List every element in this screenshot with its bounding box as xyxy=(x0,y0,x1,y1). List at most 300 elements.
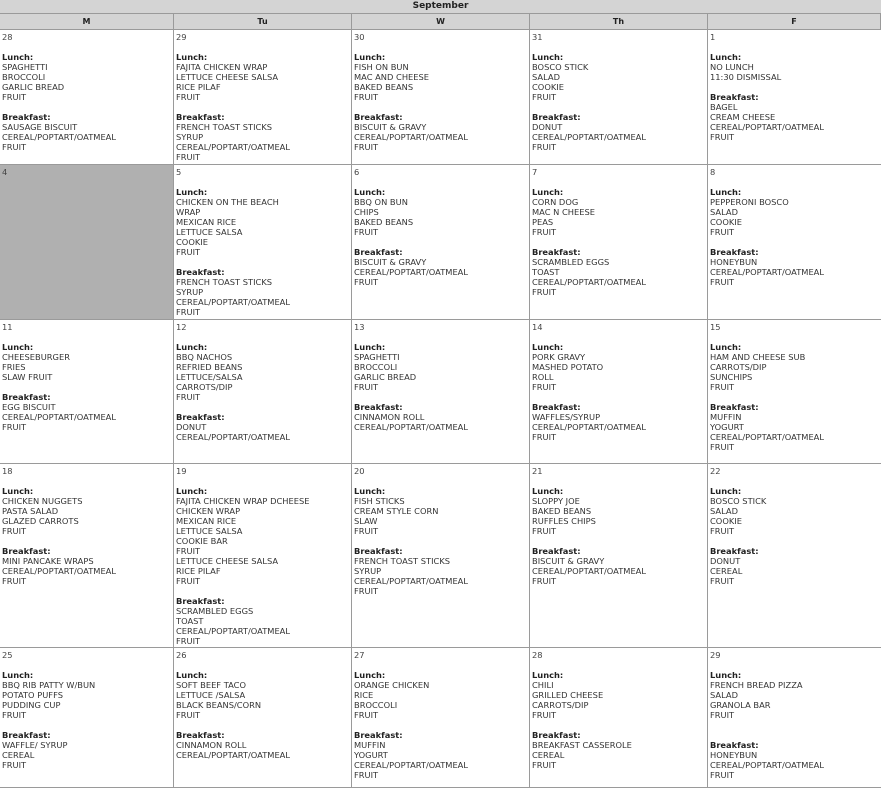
lunch-item: BBQ ON BUN xyxy=(354,197,408,207)
breakfast-label: Breakfast: xyxy=(532,402,581,412)
breakfast-label: Breakfast: xyxy=(176,412,225,422)
breakfast-label: Breakfast: xyxy=(2,112,51,122)
breakfast-item: CREAM CHEESE xyxy=(710,112,776,122)
lunch-item: BBQ NACHOS xyxy=(176,352,233,362)
week-row xyxy=(0,464,881,648)
lunch-item: FRUIT xyxy=(176,576,201,586)
lunch-label: Lunch: xyxy=(710,52,742,62)
day-number: 12 xyxy=(176,322,187,332)
lunch-item: HAM AND CHEESE SUB xyxy=(710,352,806,362)
day-number: 25 xyxy=(2,650,13,660)
lunch-item: BROCCOLI xyxy=(2,72,46,82)
day-cell[interactable] xyxy=(352,464,530,647)
breakfast-item: DONUT xyxy=(532,122,563,132)
day-cell[interactable] xyxy=(352,648,530,787)
breakfast-item: FRUIT xyxy=(532,432,557,442)
lunch-item: PUDDING CUP xyxy=(2,700,61,710)
spacer xyxy=(710,720,879,740)
lunch-item: GLAZED CARROTS xyxy=(2,516,79,526)
week-row xyxy=(0,165,881,320)
breakfast-item: CEREAL/POPTART/OATMEAL xyxy=(710,122,824,132)
lunch-item: CARROTS/DIP xyxy=(532,700,589,710)
spacer xyxy=(710,536,879,546)
day-cell[interactable] xyxy=(708,464,881,647)
breakfast-item: SYRUP xyxy=(176,287,204,297)
spacer xyxy=(532,720,705,730)
lunch-item: BOSCO STICK xyxy=(710,496,767,506)
lunch-item: CHEESEBURGER xyxy=(2,352,70,362)
breakfast-item: BISCUIT & GRAVY xyxy=(354,122,427,132)
lunch-label: Lunch: xyxy=(2,670,34,680)
day-cell[interactable] xyxy=(352,320,530,463)
day-cell[interactable] xyxy=(530,320,708,463)
lunch-item: FRIES xyxy=(2,362,26,372)
day-header: F xyxy=(708,14,881,29)
breakfast-item: SCRAMBLED EGGS xyxy=(176,606,254,616)
day-header: Tu xyxy=(174,14,352,29)
lunch-item: COOKIE xyxy=(710,217,742,227)
lunch-item: FRUIT xyxy=(532,382,557,392)
lunch-item: FRUIT xyxy=(176,247,201,257)
lunch-item: MEXICAN RICE xyxy=(176,516,237,526)
breakfast-item: CINNAMON ROLL xyxy=(176,740,247,750)
lunch-label: Lunch: xyxy=(176,52,208,62)
lunch-item: SLAW xyxy=(354,516,378,526)
lunch-item: FRUIT xyxy=(176,392,201,402)
lunch-item: GARLIC BREAD xyxy=(354,372,417,382)
breakfast-label: Breakfast: xyxy=(354,247,403,257)
lunch-item: RICE PILAF xyxy=(176,566,221,576)
lunch-item: WRAP xyxy=(176,207,201,217)
day-cell[interactable] xyxy=(708,30,881,164)
calendar-weeks xyxy=(0,30,881,788)
day-number: 29 xyxy=(176,32,187,42)
lunch-item: SALAD xyxy=(710,506,738,516)
day-number: 1 xyxy=(710,32,716,42)
lunch-item: LETTUCE SALSA xyxy=(176,526,243,536)
breakfast-label: Breakfast: xyxy=(532,730,581,740)
lunch-item: FISH STICKS xyxy=(354,496,405,506)
lunch-item: SALAD xyxy=(532,72,560,82)
breakfast-item: CEREAL/POPTART/OATMEAL xyxy=(176,750,290,760)
breakfast-item: FRUIT xyxy=(710,576,735,586)
day-cell[interactable] xyxy=(530,165,708,319)
lunch-item: FRUIT xyxy=(354,526,379,536)
lunch-item: SPAGHETTI xyxy=(354,352,400,362)
lunch-item: ORANGE CHICKEN xyxy=(354,680,430,690)
day-number: 7 xyxy=(532,167,538,177)
breakfast-item: FRUIT xyxy=(176,636,201,646)
lunch-item: LETTUCE CHEESE SALSA xyxy=(176,556,279,566)
day-number: 30 xyxy=(354,32,365,42)
breakfast-item: TOAST xyxy=(176,616,204,626)
breakfast-item: WAFFLE/ SYRUP xyxy=(2,740,68,750)
breakfast-item: CEREAL/POPTART/OATMEAL xyxy=(532,132,646,142)
breakfast-label: Breakfast: xyxy=(176,267,225,277)
breakfast-item: FRUIT xyxy=(532,142,557,152)
lunch-item: PEPPERONI BOSCO xyxy=(710,197,789,207)
breakfast-item: FRUIT xyxy=(532,287,557,297)
breakfast-label: Breakfast: xyxy=(354,402,403,412)
lunch-item: PORK GRAVY xyxy=(532,352,586,362)
breakfast-item: CEREAL/POPTART/OATMEAL xyxy=(176,626,290,636)
breakfast-item: CEREAL/POPTART/OATMEAL xyxy=(354,422,468,432)
lunch-item: FRUIT xyxy=(2,710,27,720)
lunch-item: GRILLED CHEESE xyxy=(532,690,604,700)
breakfast-label: Breakfast: xyxy=(532,247,581,257)
lunch-item: COOKIE xyxy=(532,82,564,92)
lunch-label: Lunch: xyxy=(710,342,742,352)
breakfast-item: CEREAL/POPTART/OATMEAL xyxy=(2,412,116,422)
week-row xyxy=(0,320,881,464)
lunch-item: CHICKEN NUGGETS xyxy=(2,496,83,506)
lunch-item: FRUIT xyxy=(354,382,379,392)
breakfast-label: Breakfast: xyxy=(2,546,51,556)
day-number: 28 xyxy=(532,650,543,660)
day-cell[interactable] xyxy=(530,648,708,787)
lunch-item: PEAS xyxy=(532,217,554,227)
day-number: 11 xyxy=(2,322,13,332)
breakfast-item: CEREAL/POPTART/OATMEAL xyxy=(354,576,468,586)
lunch-item: PASTA SALAD xyxy=(2,506,59,516)
lunch-item: SLAW FRUIT xyxy=(2,372,53,382)
breakfast-item: CEREAL/POPTART/OATMEAL xyxy=(532,566,646,576)
breakfast-item: BAGEL xyxy=(710,102,738,112)
lunch-item: CORN DOG xyxy=(532,197,579,207)
breakfast-item: SAUSAGE BISCUIT xyxy=(2,122,78,132)
breakfast-item: FRUIT xyxy=(176,307,201,317)
lunch-item: RICE PILAF xyxy=(176,82,221,92)
breakfast-item: SCRAMBLED EGGS xyxy=(532,257,610,267)
lunch-item: MAC N CHEESE xyxy=(532,207,595,217)
day-number: 8 xyxy=(710,167,716,177)
breakfast-item: CEREAL xyxy=(2,750,35,760)
spacer xyxy=(2,102,171,112)
breakfast-item: FRUIT xyxy=(2,760,27,770)
day-number: 4 xyxy=(2,167,8,177)
breakfast-item: BREAKFAST CASSEROLE xyxy=(532,740,632,750)
lunch-label: Lunch: xyxy=(176,670,208,680)
day-cell[interactable] xyxy=(0,648,174,787)
day-cell[interactable] xyxy=(174,320,352,463)
spacer xyxy=(532,392,705,402)
lunch-item: FRUIT xyxy=(2,92,27,102)
lunch-item: CHICKEN WRAP xyxy=(176,506,241,516)
lunch-item: ROLL xyxy=(532,372,554,382)
breakfast-item: HONEYBUN xyxy=(710,257,758,267)
lunch-item: 11:30 DISMISSAL xyxy=(710,72,782,82)
day-cell[interactable] xyxy=(174,648,352,787)
breakfast-item: YOGURT xyxy=(354,750,388,760)
breakfast-item: MUFFIN xyxy=(710,412,742,422)
breakfast-item: FRUIT xyxy=(710,770,735,780)
lunch-item: NO LUNCH xyxy=(710,62,754,72)
day-number: 18 xyxy=(2,466,13,476)
lunch-item: GARLIC BREAD xyxy=(2,82,65,92)
breakfast-item: WAFFLES/SYRUP xyxy=(532,412,601,422)
lunch-label: Lunch: xyxy=(176,342,208,352)
breakfast-item: FRUIT xyxy=(710,442,735,452)
breakfast-item: FRUIT xyxy=(710,132,735,142)
day-cell[interactable] xyxy=(530,464,708,647)
lunch-item: FAJITA CHICKEN WRAP xyxy=(176,62,268,72)
spacer xyxy=(2,720,171,730)
day-number: 28 xyxy=(2,32,13,42)
lunch-item: FAJITA CHICKEN WRAP DCHEESE xyxy=(176,496,310,506)
day-number: 15 xyxy=(710,322,721,332)
breakfast-item: MINI PANCAKE WRAPS xyxy=(2,556,94,566)
lunch-label: Lunch: xyxy=(532,52,564,62)
lunch-label: Lunch: xyxy=(2,342,34,352)
breakfast-label: Breakfast: xyxy=(710,402,759,412)
lunch-label: Lunch: xyxy=(532,342,564,352)
spacer xyxy=(176,402,349,412)
day-number: 19 xyxy=(176,466,187,476)
breakfast-item: CEREAL/POPTART/OATMEAL xyxy=(2,132,116,142)
breakfast-item: FRUIT xyxy=(532,576,557,586)
lunch-item: FRUIT xyxy=(532,710,557,720)
day-cell[interactable] xyxy=(530,30,708,164)
spacer xyxy=(710,82,879,92)
lunch-item: LETTUCE /SALSA xyxy=(176,690,246,700)
lunch-item: SLOPPY JOE xyxy=(532,496,580,506)
lunch-item: FRUIT xyxy=(710,710,735,720)
lunch-item: BAKED BEANS xyxy=(532,506,592,516)
lunch-item: BAKED BEANS xyxy=(354,217,414,227)
lunch-item: LETTUCE SALSA xyxy=(176,227,243,237)
breakfast-item: MUFFIN xyxy=(354,740,386,750)
breakfast-label: Breakfast: xyxy=(176,730,225,740)
breakfast-item: FRUIT xyxy=(710,277,735,287)
spacer xyxy=(532,536,705,546)
breakfast-item: DONUT xyxy=(176,422,207,432)
breakfast-item: FRENCH TOAST STICKS xyxy=(176,122,273,132)
lunch-item: MAC AND CHEESE xyxy=(354,72,430,82)
lunch-item: CHILI xyxy=(532,680,554,690)
breakfast-label: Breakfast: xyxy=(176,596,225,606)
lunch-item: FRUIT xyxy=(710,227,735,237)
lunch-item: BAKED BEANS xyxy=(354,82,414,92)
breakfast-label: Breakfast: xyxy=(532,546,581,556)
lunch-label: Lunch: xyxy=(354,486,386,496)
week-row xyxy=(0,30,881,165)
lunch-item: FRUIT xyxy=(710,526,735,536)
day-cell[interactable] xyxy=(174,30,352,164)
spacer xyxy=(532,102,705,112)
day-number: 14 xyxy=(532,322,543,332)
day-number: 20 xyxy=(354,466,365,476)
lunch-item: COOKIE BAR xyxy=(176,536,228,546)
lunch-item: FISH ON BUN xyxy=(354,62,409,72)
day-number: 21 xyxy=(532,466,543,476)
lunch-item: LETTUCE/SALSA xyxy=(176,372,243,382)
day-header-row xyxy=(0,13,881,30)
lunch-item: FRUIT xyxy=(176,710,201,720)
lunch-item: REFRIED BEANS xyxy=(176,362,243,372)
lunch-item: FRUIT xyxy=(710,382,735,392)
spacer xyxy=(710,237,879,247)
lunch-item: CHICKEN ON THE BEACH xyxy=(176,197,279,207)
week-row xyxy=(0,648,881,788)
day-number: 5 xyxy=(176,167,182,177)
lunch-item: BROCCOLI xyxy=(354,700,398,710)
breakfast-item: CEREAL/POPTART/OATMEAL xyxy=(354,267,468,277)
day-header: Th xyxy=(530,14,708,29)
day-cell[interactable] xyxy=(0,464,174,647)
breakfast-item: CEREAL/POPTART/OATMEAL xyxy=(710,760,824,770)
day-number: 13 xyxy=(354,322,365,332)
breakfast-item: CINNAMON ROLL xyxy=(354,412,425,422)
breakfast-label: Breakfast: xyxy=(710,247,759,257)
spacer xyxy=(176,586,349,596)
breakfast-label: Breakfast: xyxy=(354,730,403,740)
lunch-item: CARROTS/DIP xyxy=(176,382,233,392)
lunch-item: BROCCOLI xyxy=(354,362,398,372)
lunch-item: RUFFLES CHIPS xyxy=(532,516,596,526)
breakfast-label: Breakfast: xyxy=(354,112,403,122)
lunch-item: FRUIT xyxy=(532,227,557,237)
day-cell[interactable] xyxy=(174,464,352,647)
lunch-label: Lunch: xyxy=(710,187,742,197)
spacer xyxy=(2,536,171,546)
breakfast-item: CEREAL/POPTART/OATMEAL xyxy=(710,267,824,277)
lunch-label: Lunch: xyxy=(176,486,208,496)
spacer xyxy=(354,536,527,546)
day-number: 27 xyxy=(354,650,365,660)
breakfast-item: EGG BISCUIT xyxy=(2,402,56,412)
lunch-item: CHIPS xyxy=(354,207,379,217)
lunch-item: COOKIE xyxy=(710,516,742,526)
day-number: 31 xyxy=(532,32,543,42)
breakfast-item: TOAST xyxy=(532,267,560,277)
breakfast-item: FRENCH TOAST STICKS xyxy=(176,277,273,287)
lunch-label: Lunch: xyxy=(532,187,564,197)
day-cell[interactable] xyxy=(174,165,352,319)
breakfast-label: Breakfast: xyxy=(176,112,225,122)
lunch-item: BOSCO STICK xyxy=(532,62,589,72)
breakfast-label: Breakfast: xyxy=(710,546,759,556)
lunch-label: Lunch: xyxy=(2,486,34,496)
spacer xyxy=(176,257,349,267)
breakfast-item: HONEYBUN xyxy=(710,750,758,760)
lunch-label: Lunch: xyxy=(176,187,208,197)
breakfast-item: CEREAL/POPTART/OATMEAL xyxy=(176,432,290,442)
lunch-item: FRUIT xyxy=(354,92,379,102)
breakfast-item: SYRUP xyxy=(354,566,382,576)
lunch-item: FRUIT xyxy=(354,227,379,237)
breakfast-item: FRUIT xyxy=(354,586,379,596)
lunch-item: FRUIT xyxy=(354,710,379,720)
lunch-label: Lunch: xyxy=(532,670,564,680)
breakfast-item: CEREAL/POPTART/OATMEAL xyxy=(532,277,646,287)
breakfast-item: YOGURT xyxy=(710,422,744,432)
breakfast-item: BISCUIT & GRAVY xyxy=(532,556,605,566)
spacer xyxy=(176,102,349,112)
breakfast-label: Breakfast: xyxy=(2,730,51,740)
day-cell[interactable] xyxy=(708,648,881,787)
lunch-item: GRANOLA BAR xyxy=(710,700,771,710)
breakfast-item: DONUT xyxy=(710,556,741,566)
day-cell[interactable] xyxy=(0,165,174,319)
lunch-label: Lunch: xyxy=(710,486,742,496)
day-cell[interactable] xyxy=(0,320,174,463)
breakfast-item: FRUIT xyxy=(2,142,27,152)
lunch-item: FRUIT xyxy=(532,526,557,536)
day-cell[interactable] xyxy=(708,320,881,463)
lunch-item: FRUIT xyxy=(2,526,27,536)
day-cell[interactable] xyxy=(0,30,174,164)
breakfast-item: CEREAL/POPTART/OATMEAL xyxy=(2,566,116,576)
spacer xyxy=(354,720,527,730)
breakfast-label: Breakfast: xyxy=(532,112,581,122)
lunch-item: SALAD xyxy=(710,690,738,700)
lunch-item: POTATO PUFFS xyxy=(2,690,63,700)
lunch-item: FRUIT xyxy=(176,92,201,102)
lunch-label: Lunch: xyxy=(2,52,34,62)
lunch-label: Lunch: xyxy=(354,187,386,197)
spacer xyxy=(710,392,879,402)
lunch-item: FRENCH BREAD PIZZA xyxy=(710,680,803,690)
breakfast-item: BISCUIT & GRAVY xyxy=(354,257,427,267)
lunch-item: SPAGHETTI xyxy=(2,62,48,72)
day-number: 29 xyxy=(710,650,721,660)
breakfast-item: SYRUP xyxy=(176,132,204,142)
breakfast-item: FRUIT xyxy=(2,576,27,586)
lunch-item: COOKIE xyxy=(176,237,208,247)
breakfast-item: CEREAL/POPTART/OATMEAL xyxy=(354,132,468,142)
spacer xyxy=(354,237,527,247)
breakfast-item: FRUIT xyxy=(354,770,379,780)
lunch-item: LETTUCE CHEESE SALSA xyxy=(176,72,279,82)
month-title: September xyxy=(0,0,881,13)
breakfast-item: FRUIT xyxy=(354,277,379,287)
lunch-item: RICE xyxy=(354,690,374,700)
day-number: 6 xyxy=(354,167,360,177)
breakfast-item: FRUIT xyxy=(354,142,379,152)
lunch-item: MASHED POTATO xyxy=(532,362,604,372)
lunch-label: Lunch: xyxy=(354,52,386,62)
spacer xyxy=(176,720,349,730)
day-header: W xyxy=(352,14,530,29)
breakfast-label: Breakfast: xyxy=(354,546,403,556)
lunch-item: FRUIT xyxy=(532,92,557,102)
day-number: 26 xyxy=(176,650,187,660)
day-cell[interactable] xyxy=(352,30,530,164)
breakfast-item: FRENCH TOAST STICKS xyxy=(354,556,451,566)
day-cell[interactable] xyxy=(708,165,881,319)
breakfast-label: Breakfast: xyxy=(2,392,51,402)
lunch-item: BBQ RIB PATTY W/BUN xyxy=(2,680,96,690)
lunch-label: Lunch: xyxy=(532,486,564,496)
lunch-item: SUNCHIPS xyxy=(710,372,753,382)
spacer xyxy=(354,102,527,112)
breakfast-item: CEREAL/POPTART/OATMEAL xyxy=(176,142,290,152)
breakfast-item: CEREAL/POPTART/OATMEAL xyxy=(176,297,290,307)
lunch-item: BLACK BEANS/CORN xyxy=(176,700,262,710)
lunch-item: FRUIT xyxy=(176,546,201,556)
breakfast-item: FRUIT xyxy=(176,152,201,162)
day-number: 22 xyxy=(710,466,721,476)
lunch-item: CARROTS/DIP xyxy=(710,362,767,372)
lunch-item: SALAD xyxy=(710,207,738,217)
day-cell[interactable] xyxy=(352,165,530,319)
lunch-label: Lunch: xyxy=(710,670,742,680)
lunch-label: Lunch: xyxy=(354,342,386,352)
breakfast-label: Breakfast: xyxy=(710,740,759,750)
breakfast-item: FRUIT xyxy=(2,422,27,432)
breakfast-item: FRUIT xyxy=(532,760,557,770)
spacer xyxy=(2,382,171,392)
